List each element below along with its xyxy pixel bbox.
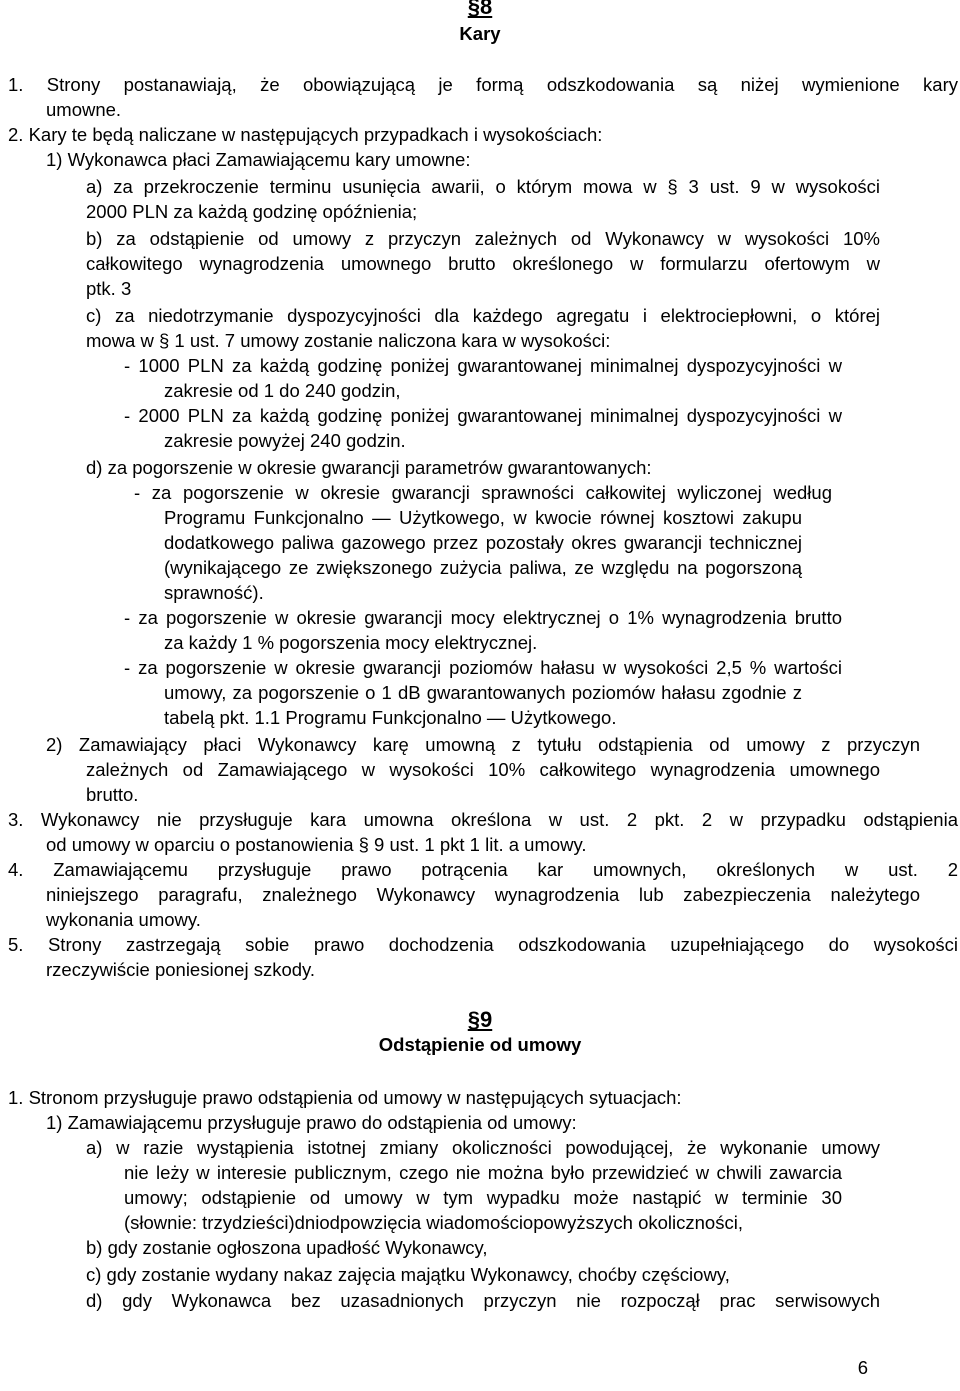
text-line: - 2000 PLN za każdą godzinę poniżej gwarantowanej minimalnej dyspozycyjności w: [124, 405, 842, 426]
text-line: 2) Zamawiający płaci Wykonawcy karę umowną z tytułu odstąpienia od umowy z przyczyn: [46, 734, 920, 755]
text-line: wykonania umowy.: [46, 909, 201, 930]
text-line: 3. Wykonawcy nie przysługuje kara umowna określona w ust. 2 pkt. 2 w przypadku odstąpienia: [8, 809, 958, 830]
text-line: sprawność).: [164, 582, 264, 603]
text-line: umowy; odstąpienie od umowy w tym wypadku może nastąpić w terminie 30: [124, 1187, 842, 1208]
text-line: tabelą pkt. 1.1 Programu Funkcjonalno — Użytkowego.: [164, 707, 617, 728]
text-line: umowy, za pogorszenie o 1 dB gwarantowanych poziomów hałasu zgodnie z: [164, 682, 802, 703]
text-line: b) za odstąpienie od umowy z przyczyn zależnych od Wykonawcy w wysokości 10%: [86, 228, 880, 249]
text-line: nie leży w interesie publicznym, czego nie można było przewidzieć w chwili zawarcia: [124, 1162, 842, 1183]
text-line: a) w razie wystąpienia istotnej zmiany okoliczności powodującej, że wykonanie umowy: [86, 1137, 880, 1158]
text-line: - 1000 PLN za każdą godzinę poniżej gwarantowanej minimalnej dyspozycyjności w: [124, 355, 842, 376]
text-line: zakresie od 1 do 240 godzin,: [164, 380, 401, 401]
text-line: b) gdy zostanie ogłoszona upadłość Wykonawcy,: [86, 1237, 488, 1258]
text-line: 5. Strony zastrzegają sobie prawo dochodzenia odszkodowania uzupełniającego do wysokości: [8, 934, 958, 955]
page-number: 6: [857, 1357, 868, 1378]
text-line: niniejszego paragrafu, znależnego Wykonawcy wynagrodzenia lub zabezpieczenia należytego: [46, 884, 920, 905]
text-line: całkowitego wynagrodzenia umownego brutto określonego w formularzu ofertowym w: [86, 253, 880, 274]
text-line: za każdy 1 % pogorszenia mocy elektrycznej.: [164, 632, 538, 653]
text-line: od umowy w oparciu o postanowienia § 9 ust. 1 pkt 1 lit. a umowy.: [46, 834, 587, 855]
text-line: zakresie powyżej 240 godzin.: [164, 430, 406, 451]
text-line: 2000 PLN za każdą godzinę opóźnienia;: [86, 201, 418, 222]
text-line: dodatkowego paliwa gazowego przez pozostały okres gwarancji technicznej: [164, 532, 802, 553]
section-9-number: §9: [467, 1007, 493, 1032]
section-8-number: §8: [467, 0, 493, 19]
text-line: - za pogorszenie w okresie gwarancji poziomów hałasu w wysokości 2,5 % wartości: [124, 657, 842, 678]
text-line: brutto.: [86, 784, 139, 805]
text-line: (słownie: trzydzieści)dniodpowzięcia wiadomościopowyższych okoliczności,: [124, 1212, 743, 1233]
text-line: a) za przekroczenie terminu usunięcia awarii, o którym mowa w § 3 ust. 9 w wysokości: [86, 176, 880, 197]
text-line: 4. Zamawiającemu przysługuje prawo potrącenia kar umownych, określonych w ust. 2: [8, 859, 958, 880]
section-9-title: Odstąpienie od umowy: [378, 1034, 582, 1055]
section-8-title: Kary: [459, 23, 501, 44]
text-line: c) gdy zostanie wydany nakaz zajęcia majątku Wykonawcy, choćby częściowy,: [86, 1264, 730, 1285]
text-line: - za pogorszenie w okresie gwarancji mocy elektrycznej o 1% wynagrodzenia brutto: [124, 607, 842, 628]
text-line: mowa w § 1 ust. 7 umowy zostanie naliczona kara w wysokości:: [86, 330, 611, 351]
text-line: 1. Stronom przysługuje prawo odstąpienia od umowy w następujących sytuacjach:: [8, 1087, 682, 1108]
text-line: - za pogorszenie w okresie gwarancji sprawności całkowitej wyliczonej według: [134, 482, 832, 503]
text-line: zależnych od Zamawiającego w wysokości 10% całkowitego wynagrodzenia umownego: [86, 759, 880, 780]
text-line: Programu Funkcjonalno — Użytkowego, w kwocie równej kosztowi zakupu: [164, 507, 802, 528]
text-line: (wynikającego ze zwiększonego zużycia paliwa, ze względu na pogorszoną: [164, 557, 802, 578]
text-line: 1) Wykonawca płaci Zamawiającemu kary umowne:: [46, 149, 471, 170]
text-line: 1) Zamawiającemu przysługuje prawo do odstąpienia od umowy:: [46, 1112, 577, 1133]
text-line: 1. Strony postanawiają, że obowiązującą je formą odszkodowania są niżej wymienione kary: [8, 74, 958, 95]
text-line: rzeczywiście poniesionej szkody.: [46, 959, 316, 980]
text-line: d) gdy Wykonawca bez uzasadnionych przyczyn nie rozpoczął prac serwisowych: [86, 1290, 880, 1311]
text-line: c) za niedotrzymanie dyspozycyjności dla każdego agregatu i elektrociepłowni, o której: [86, 305, 880, 326]
text-line: 2. Kary te będą naliczane w następujących przypadkach i wysokościach:: [8, 124, 603, 145]
text-line: umowne.: [46, 99, 122, 120]
text-line: d) za pogorszenie w okresie gwarancji parametrów gwarantowanych:: [86, 457, 652, 478]
text-line: ptk. 3: [86, 278, 132, 299]
